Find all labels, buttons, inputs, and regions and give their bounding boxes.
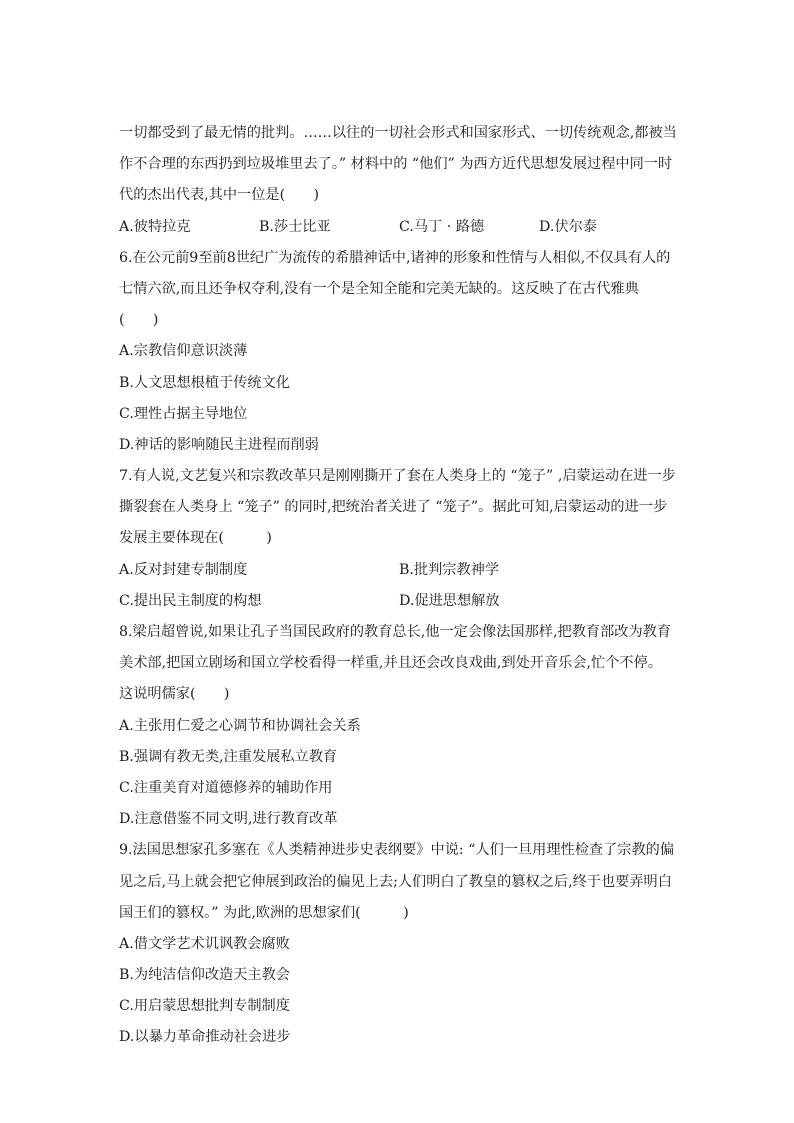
question-5	[119, 118, 679, 243]
option-b[interactable]: B.人文思想根植于传统文化	[119, 374, 290, 391]
option-d[interactable]: D.注意借鉴不同文明,进行教育改革	[119, 811, 338, 828]
question-text-line: 7.有人说,文艺复兴和宗教改革只是刚刚撕开了套在人类身上的 “笼子” ,启蒙运动在进一步	[119, 468, 676, 485]
option-d[interactable]: D.伏尔泰	[539, 218, 597, 235]
option-c[interactable]: C.提出民主制度的构想	[119, 592, 262, 609]
question-text-line: 见之后,马上就会把它伸展到政治的偏见上去;人们明白了教皇的篡权之后,终于也要弄明白	[119, 873, 672, 890]
option-b[interactable]: B.莎士比亚	[259, 218, 331, 235]
option-a[interactable]: A.彼特拉克	[119, 218, 191, 235]
question-text-line: 撕裂套在人类身上 “笼子” 的同时,把统治者关进了 “笼子”。据此可知,启蒙运动的进一步	[119, 499, 668, 516]
option-c[interactable]: C.用启蒙思想批判专制制度	[119, 998, 290, 1015]
question-text-line: 9.法国思想家孔多塞在《人类精神进步史表纲要》中说: “人们一旦用理性检查了宗教的偏	[119, 842, 675, 859]
question-text-line: 美术部,把国立剧场和国立学校看得一样重,并且还会改良戏曲,到处开音乐会,忙个不停。	[119, 655, 662, 672]
option-row	[119, 586, 679, 617]
option-a[interactable]: A.借文学艺术讥讽教会腐败	[119, 935, 290, 952]
question-text-line: ( )	[119, 312, 159, 329]
option-a[interactable]: A.反对封建专制制度	[119, 561, 248, 578]
option-a[interactable]: A.主张用仁爱之心调节和协调社会关系	[119, 717, 361, 734]
question-text-line: 国王们的篡权。” 为此,欧洲的思想家们( )	[119, 904, 409, 921]
question-text-line: 6.在公元前9至前8世纪广为流传的希腊神话中,诸神的形象和性情与人相似,不仅具有人的	[119, 249, 671, 266]
question-text-line: 七情六欲,而且还争权夺利,没有一个是全知全能和完美无缺的。这反映了在古代雅典	[119, 280, 639, 297]
option-b[interactable]: B.为纯洁信仰改造天主教会	[119, 967, 290, 984]
question-8	[119, 617, 679, 835]
option-c[interactable]: C.理性占据主导地位	[119, 405, 248, 422]
option-row	[119, 212, 679, 243]
question-text-line: 作不合理的东西扔到垃圾堆里去了。” 材料中的 “他们” 为西方近代思想发展过程中同一时	[119, 156, 673, 173]
question-9	[119, 835, 679, 1053]
option-c[interactable]: C.注重美育对道德修养的辅助作用	[119, 779, 333, 796]
option-d[interactable]: D.神话的影响随民主进程而削弱	[119, 436, 319, 453]
question-text-line: 8.梁启超曾说,如果让孔子当国民政府的教育总长,他一定会像法国那样,把教育部改为教育	[119, 624, 672, 640]
question-text-line: 这说明儒家( )	[119, 686, 230, 703]
question-text-line: 发展主要体现在( )	[119, 530, 272, 547]
option-a[interactable]: A.宗教信仰意识淡薄	[119, 343, 248, 360]
question-6	[119, 243, 679, 461]
question-text-line: 一切都受到了最无情的批判。……以往的一切社会形式和国家形式、一切传统观念,都被当	[119, 125, 677, 141]
option-d[interactable]: D.促进思想解放	[399, 592, 500, 609]
option-row	[119, 555, 679, 586]
question-page	[119, 118, 679, 1054]
question-text-line: 代的杰出代表,其中一位是( )	[119, 187, 320, 204]
option-d[interactable]: D.以暴力革命推动社会进步	[119, 1029, 291, 1046]
option-b[interactable]: B.批判宗教神学	[399, 561, 500, 578]
option-b[interactable]: B.强调有教无类,注重发展私立教育	[119, 748, 338, 765]
option-c[interactable]: C.马丁 · 路德	[399, 218, 485, 235]
question-7	[119, 461, 679, 617]
